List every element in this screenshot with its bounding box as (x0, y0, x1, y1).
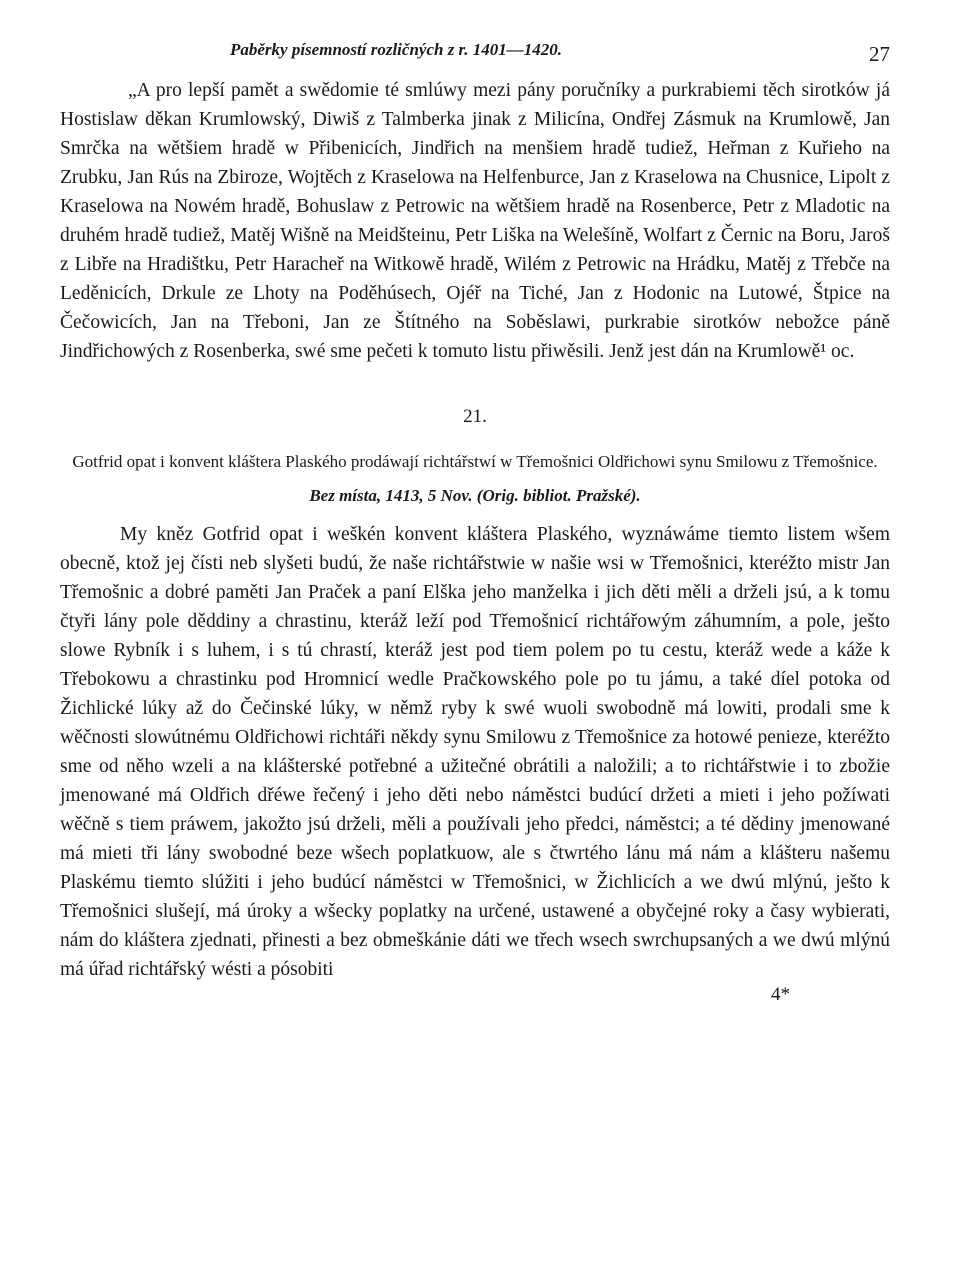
body-paragraph-2: My kněz Gotfrid opat i weškén konvent kláštera Plaského, wyznáwáme tiemto listem wšem obecně, ktož jej čísti neb slyšeti budú, že naše richtářstwie w našie wsi w Třemošnici, kteréžto mistr Jan Třemošnic a dobré paměti Jan Praček a paní Elška jeho manželka i jich děti měli a drželi jsú, a k tomu čtyři lány pole děddiny a chrastinu, kteráž leží pod Třemošnicí richtářowým záhumním, a pole, ješto slowe Rybník i s luhem, i s tú chrastí, kteráž jest pod tiem polem po tu cestu, kteráž wede a káže k Třebokowu a chrastinku pod Hromnicí wedle Pračkowského pole po tu jámu, a také díel potoka od Žichlické lúky až do Čečinské lúky, w němž ryby k swé wuoli swobodně má lowiti, prodali sme k wěčnosti slowútnému Oldřichowi richtáři někdy synu Smilowu z Třemošnice za hotowé penieze, kteréžto sme od něho wzeli a na klášterské potřebné a užitečné obrátili a naložili; a to richtářstwie i to zbožie jmenowané má Oldřich dřéwe řečený i jeho děti nebo náměstci budúcí držeti a mieti i jeho požíwati wěčně s tiem práwem, jakožto jsú drželi, měli a používali jeho předci, náměstci; a té dědiny jmenowané má mieti tři lány swobodné beze wšech poplatkuow, ale s čtwrtého lánu má nám a klášteru našemu Plaskému tiemto slúžiti i jeho budúcí náměstci w Třemošnici, w Žichlicích a we dwú mlýnú, ješto k Třemošnici slušejí, má úroky a wšecky poplatky na určené, ustawené a obyčejné roky a časy wybierati, nám do kláštera zjednati, přinesti a bez obmeškánie dáti we třech wsech swrchupsaných a we dwú mlýnú má úřad richtářský wésti a pósobiti (60, 524, 890, 980)
page-number: 27 (869, 42, 890, 66)
document-number: 21. (463, 406, 487, 427)
document-page (60, 30, 890, 1005)
signature-mark: 4* (771, 984, 790, 1005)
body-paragraph-1: „A pro lepší pamět a swědomie té smlúwy mezi pány poručníky a purkrabiemi těch sirotków já Hostislaw děkan Krumlowský, Diwiš z Talmberka jinak z Milicína, Ondřej Zásmuk na Krumlowě, Jan Smrčka na wětšiem hradě w Přibenicích, Jindřich na menšiem hradě tudiež, Heřman z Kuřieho na Zrubku, Jan Rús na Zbiroze, Wojtěch z Kraselowa na Helfenburce, Jan z Kraselowa na Chusnice, Lipolt z Kraselowa na Nowém hradě, Bohuslaw z Petrowic na wětšiem hradě na Rosenberce, Petr z Mladotic na druhém hradě tudiež, Matěj Wišně na Meidšteinu, Petr Liška na Welešíně, Wolfart z Černic na Boru, Jaroš z Libře na Hradištku, Petr Haracheř na Witkowě hradě, Wilém z Petrowic na Hrádku, Matěj z Třebče na Leděnicích, Drkule ze Lhoty na Poděhúsech, Ojéř na Tiché, Jan z Hodonic na Lutowé, Štpice na Čečowicích, Jan na Třeboni, Jan ze Štítného na Soběslawi, purkrabie sirotków nebožce páně Jindřichowých z Rosenberka, swé sme pečeti k tomuto listu přiwěsili. Jenž jest dán na Krumlowě¹ oc. (60, 80, 890, 362)
document-source: Bez místa, 1413, 5 Nov. (Orig. bibliot. Pražské). (309, 486, 641, 505)
running-title: Paběrky písemností rozličných z r. 1401—1420. (230, 40, 562, 59)
document-summary: Gotfrid opat i konvent kláštera Plaského prodáwají richtářstwí w Třemošnici Oldřichowi synu Smilowu z Třemošnice. (72, 452, 878, 471)
running-head (60, 30, 890, 70)
